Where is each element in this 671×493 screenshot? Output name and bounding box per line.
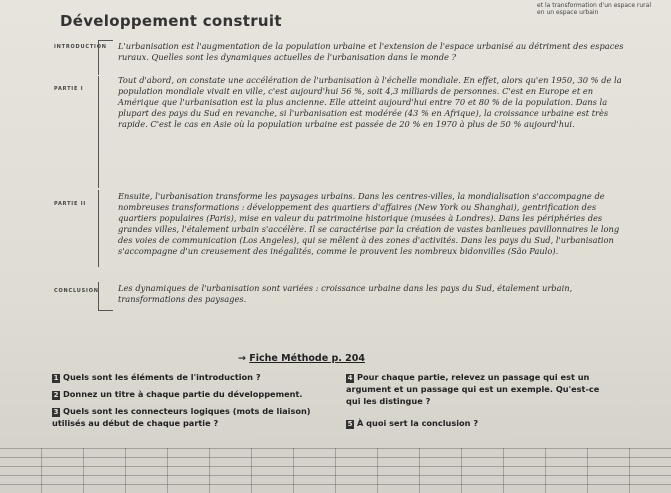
label-introduction: INTRODUCTION [54,44,107,50]
question-text: À quoi sert la conclusion ? [357,418,479,428]
corner-caption-line1: et la transformation d'un espace rural [537,2,651,9]
fiche-methode-text: Fiche Méthode p. 204 [249,353,365,364]
question-2 [52,388,312,400]
label-partie-1: PARTIE I [54,86,84,92]
question-1 [52,371,312,383]
question-text: Quels sont les connecteurs logiques (mots de liaison) utilisés au début de chaque partie ? [52,406,311,428]
question-4 [346,371,611,407]
question-number-badge: 4 [347,374,353,382]
notebook-grid [0,448,671,493]
label-partie-2: PARTIE II [54,201,87,207]
question-3 [52,405,312,429]
fiche-methode-link[interactable] [238,353,365,364]
bracket-partie-2 [98,190,113,267]
bracket-introduction [98,40,113,75]
corner-caption-line2: en un espace urbain [537,9,599,16]
page-title: Développement construit [60,12,282,30]
paragraph-partie-1: Tout d'abord, on constate une accélération de l'urbanisation à l'échelle mondiale. En effet, alors qu'en 1950, 30 % de la population mondiale vivait en ville, c'est aujourd'hui 56 %, soit 4,3 milliards de personnes. C'est en Europe et en Amérique que l'urbanisation est la plus ancienne. Elle atteint aujourd'hui entre 70 et 80 % de la population. Dans la plupart des pays du Sud en revanche, si l'urbanisation est modérée (43 % en Afrique), la croissance urbaine est très rapide. C'est le cas en Asie où la population urbaine est passée de 20 % en 1970 à plus de 50 % aujourd'hui. [118,75,622,130]
paragraph-conclusion: Les dynamiques de l'urbanisation sont variées : croissance urbaine dans les pays du Sud, étalement urbain, transformations des paysages. [118,283,573,305]
question-text: Pour chaque partie, relevez un passage qui est un argument et un passage qui est un exemple. Qu'est-ce qui les distingue ? [346,372,600,406]
question-number-badge: 3 [53,408,59,416]
paragraph-partie-2: Ensuite, l'urbanisation transforme les paysages urbains. Dans les centres-villes, la mondialisation s'accompagne de nombreuses transformations : développement des quartiers d'affaires (New York ou Shanghai), gentrification des quartiers populaires (Paris), mise en valeur du patrimoine historique (musées à Londres). Dans les périphéries des grandes villes, l'étalement urbain s'accélère. Il se caractérise par la création de vastes banlieues pavillonnaires le long des voies de communication (Los Angeles), qui se mêlent à des zones d'activités. Dans les pays du Sud, l'urbanisation s'accompagne d'un creusement des inégalités, comme le prouvent les nombreux bidonvilles (São Paulo). [118,191,620,257]
label-conclusion: CONCLUSION [54,288,99,294]
question-5 [346,417,611,429]
question-text: Quels sont les éléments de l'introduction ? [63,372,261,382]
bracket-partie-1 [98,76,113,188]
question-number-badge: 2 [53,391,59,399]
corner-caption [537,2,651,16]
question-number-badge: 5 [347,420,353,428]
arrow-right-icon: → [238,353,246,364]
bracket-conclusion [98,282,113,311]
question-text: Donnez un titre à chaque partie du développement. [63,389,303,399]
question-number-badge: 1 [53,374,59,382]
paragraph-introduction: L'urbanisation est l'augmentation de la population urbaine et l'extension de l'espace urbanisé au détriment des espaces ruraux. Quelles sont les dynamiques actuelles de l'urbanisation dans le monde ? [118,41,624,63]
